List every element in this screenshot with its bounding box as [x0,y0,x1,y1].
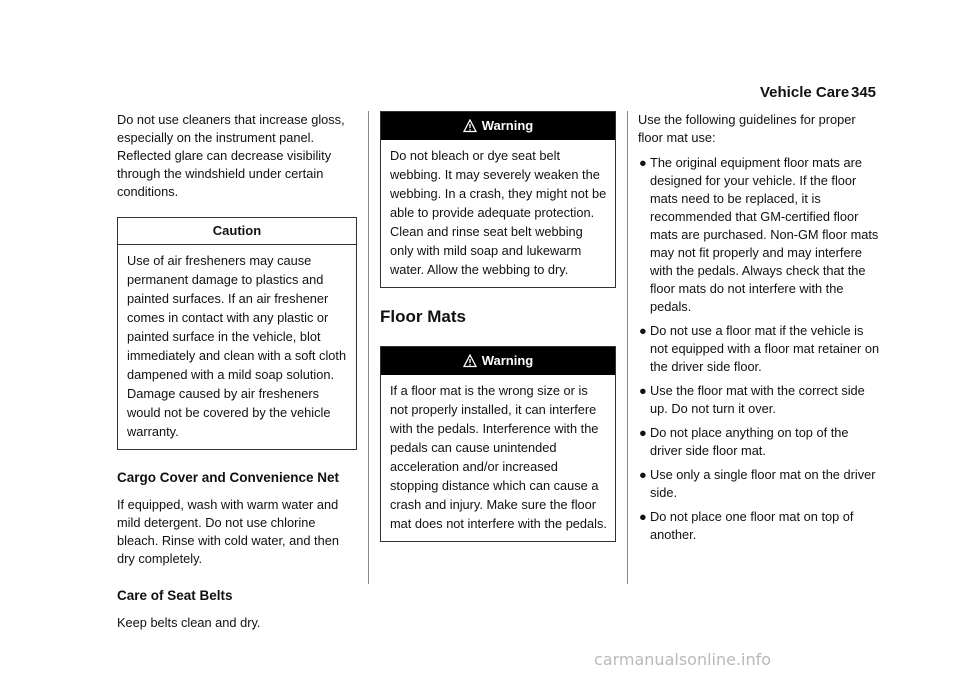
cargo-cover-text: If equipped, wash with warm water and mild detergent. Do not use chlorine bleach. Rinse with cold water, and then dry completely. [117,497,339,566]
list-item: ● The original equipment floor mats are designed for your vehicle. If the floor mats need to be replaced, it is recommended that GM-certified floor mats are purchased. Non-GM floor mats may not fit properly and may interfere with the pedals. Always check that the floor mats do not interfere with the pedals. [639,155,879,314]
bullet-icon: ● [639,425,647,440]
list-item: ● Do not place one floor mat on top of another. [639,509,854,542]
bullet-icon: ● [639,467,647,482]
warning-body-floor-mat: If a floor mat is the wrong size or is not properly installed, it can interfere with the pedals. Interference with the pedals can cause unintended acceleration and/or increased stopping distance which can cause a crash and injury. Make sure the floor mat does not interfere with the pedals. [390,383,607,531]
bullet-icon: ● [639,383,647,398]
column-divider-right [627,111,628,584]
seat-belts-text: Keep belts clean and dry. [117,615,261,630]
column-middle [380,111,616,542]
bullet-icon: ● [639,323,647,338]
floor-mat-guidelines-list [638,154,883,544]
caution-title: Caution [118,218,356,245]
warning-box-seat-belt [380,111,616,288]
floor-mat-guidelines-intro: Use the following guidelines for proper floor mat use: [638,112,856,145]
column-left [117,111,357,632]
cargo-cover-heading: Cargo Cover and Convenience Net [117,470,340,485]
list-item: ● Use only a single floor mat on the driver side. [639,467,876,500]
caution-box [117,217,357,450]
warning-box-floor-mat [380,346,616,542]
warning-triangle-icon [463,119,477,133]
watermark: carmanualsonline.info [594,650,772,669]
warning-header [381,112,615,140]
bullet-icon: ● [639,155,647,170]
column-right [638,111,883,550]
running-header-section: Vehicle Care [760,84,850,101]
warning-title: Warning [481,353,534,368]
list-item: ● Do not use a floor mat if the vehicle is not equipped with a floor mat retainer on the driver side floor. [639,323,880,374]
seat-belts-heading: Care of Seat Belts [117,588,233,603]
list-item: ● Use the floor mat with the correct side up. Do not turn it over. [639,383,865,416]
page-number: 345 [851,84,877,101]
warning-title: Warning [481,118,534,133]
floor-mats-heading: Floor Mats [380,307,466,326]
bullet-icon: ● [639,509,647,524]
cleaner-gloss-paragraph: Do not use cleaners that increase gloss, especially on the instrument panel. Reflected glare can decrease visibility through the windshield under certain conditions. [117,112,345,199]
warning-header [381,347,615,375]
warning-triangle-icon [463,354,477,368]
column-divider-left [368,111,369,584]
warning-body-seat-belt: Do not bleach or dye seat belt webbing. It may severely weaken the webbing. In a crash, they might not be able to provide adequate protection. Clean and rinse seat belt webbing only with mild soap and lukewarm water. Allow the webbing to dry. [390,148,607,277]
caution-body: Use of air fresheners may cause permanent damage to plastics and painted surfaces. If an air freshener comes in contact with any plastic or painted surface in the vehicle, blot immediately and clean with a soft cloth dampened with a mild soap solution. Damage caused by air fresheners would not be covered by the vehicle warranty. [127,253,347,439]
list-item: ● Do not place anything on top of the driver side floor mat. [639,425,849,458]
